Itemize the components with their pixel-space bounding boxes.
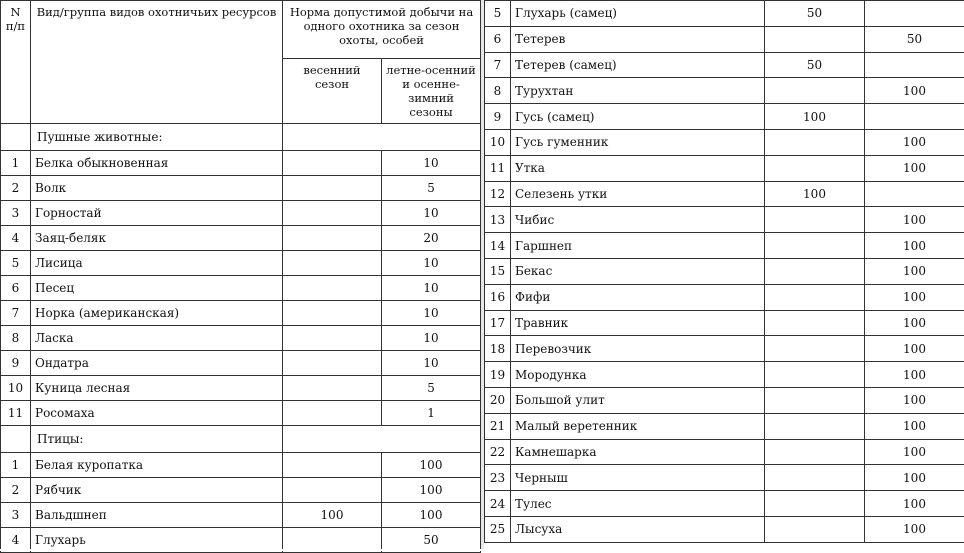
spring-value [765,413,865,439]
row-number [1,124,31,151]
row-number: 11 [485,155,511,181]
species-name: Травник [511,310,765,336]
spring-value [765,207,865,233]
header-spring: весенний сезон [283,59,382,124]
autumn-value: 100 [865,78,964,104]
species-name: Тетерев (самец) [511,52,765,78]
spring-value [765,465,865,491]
row-number: 2 [1,176,31,201]
row-number: 8 [485,78,511,104]
row-number: 4 [1,528,31,553]
autumn-value: 100 [865,439,964,465]
species-name: Мородунка [511,362,765,388]
table-row [1,176,481,201]
autumn-value: 100 [865,155,964,181]
autumn-value: 100 [865,362,964,388]
row-number: 7 [485,52,511,78]
autumn-value: 100 [865,310,964,336]
spring-value [765,439,865,465]
row-number: 6 [1,276,31,301]
row-number: 17 [485,310,511,336]
species-name: Гусь (самец) [511,104,765,130]
autumn-value: 10 [382,151,481,176]
species-name: Камнешарка [511,439,765,465]
table-row [485,181,964,207]
species-name: Малый веретенник [511,413,765,439]
row-number: 4 [1,226,31,251]
section-norm-cell [283,124,481,151]
row-number: 24 [485,491,511,517]
autumn-value [865,1,964,27]
spring-value: 50 [765,52,865,78]
table-row [1,401,481,426]
row-number: 20 [485,387,511,413]
table-row [1,376,481,401]
table-row [1,201,481,226]
section-norm-cell [283,426,481,453]
section-title: Птицы: [31,426,283,453]
row-number: 3 [1,503,31,528]
autumn-value: 50 [865,26,964,52]
autumn-value: 100 [865,491,964,517]
table-row [1,351,481,376]
autumn-value: 10 [382,276,481,301]
row-number: 21 [485,413,511,439]
autumn-value: 50 [382,528,481,553]
row-number: 5 [1,251,31,276]
header-autumn: летне-осенний и осенне-зимний сезоны [382,59,481,124]
species-name: Лисица [31,251,283,276]
species-name: Песец [31,276,283,301]
spring-value [283,226,382,251]
species-name: Гусь гуменник [511,129,765,155]
left-table-body [1,1,481,553]
spring-value [283,251,382,276]
header-norm: Норма допустимой добычи на одного охотника за сезон охоты, особей [283,1,481,59]
table-row [1,276,481,301]
spring-value [283,401,382,426]
autumn-value: 10 [382,251,481,276]
row-number: 23 [485,465,511,491]
table-row [1,478,481,503]
row-number [1,426,31,453]
table-row [485,258,964,284]
autumn-value: 100 [865,258,964,284]
spring-value [283,376,382,401]
row-number: 12 [485,181,511,207]
autumn-value: 100 [865,207,964,233]
table-row [485,516,964,542]
spring-value [765,336,865,362]
autumn-value: 100 [865,516,964,542]
species-name: Селезень утки [511,181,765,207]
table-row [1,151,481,176]
spring-value [283,453,382,478]
table-row [1,251,481,276]
autumn-value [865,181,964,207]
autumn-value: 10 [382,351,481,376]
autumn-value: 20 [382,226,481,251]
spring-value [765,516,865,542]
spring-value [765,491,865,517]
spring-value [283,301,382,326]
row-number: 1 [1,151,31,176]
table-row [1,301,481,326]
spring-value [765,310,865,336]
autumn-value: 100 [865,387,964,413]
table-row [485,52,964,78]
spring-value [283,326,382,351]
autumn-value: 100 [865,284,964,310]
spring-value: 50 [765,1,865,27]
right-table-body [485,1,964,543]
autumn-value: 100 [865,413,964,439]
species-name: Глухарь [31,528,283,553]
right-table [484,0,964,543]
row-number: 16 [485,284,511,310]
table-row [485,362,964,388]
row-number: 6 [485,26,511,52]
header-species: Вид/группа видов охотничьих ресурсов [31,1,283,124]
section-row [1,426,481,453]
row-number: 10 [1,376,31,401]
autumn-value: 100 [865,465,964,491]
row-number: 13 [485,207,511,233]
species-name: Гаршнеп [511,233,765,259]
spring-value [765,129,865,155]
row-number: 8 [1,326,31,351]
table-row [485,413,964,439]
table-row [485,284,964,310]
table-row [485,129,964,155]
species-name: Фифи [511,284,765,310]
row-number: 14 [485,233,511,259]
table-row [485,439,964,465]
table-row [485,233,964,259]
left-table [0,0,481,553]
spring-value [283,478,382,503]
row-number: 1 [1,453,31,478]
autumn-value: 10 [382,326,481,351]
species-name: Чибис [511,207,765,233]
autumn-value: 100 [865,336,964,362]
spring-value [765,284,865,310]
species-name: Глухарь (самец) [511,1,765,27]
autumn-value: 100 [865,233,964,259]
species-name: Бекас [511,258,765,284]
spring-value [765,258,865,284]
table-row [485,1,964,27]
autumn-value [865,104,964,130]
spring-value [283,151,382,176]
row-number: 22 [485,439,511,465]
spring-value [765,26,865,52]
species-name: Горностай [31,201,283,226]
row-number: 2 [1,478,31,503]
spring-value [765,155,865,181]
header-num: N п/п [1,1,31,124]
header-row [1,1,481,59]
row-number: 19 [485,362,511,388]
table-row [1,503,481,528]
row-number: 10 [485,129,511,155]
row-number: 11 [1,401,31,426]
section-row [1,124,481,151]
row-number: 9 [1,351,31,376]
spring-value [765,362,865,388]
spring-value [283,201,382,226]
row-number: 15 [485,258,511,284]
species-name: Тетерев [511,26,765,52]
spring-value [765,233,865,259]
species-name: Белка обыкновенная [31,151,283,176]
autumn-value: 5 [382,376,481,401]
spring-value: 100 [765,104,865,130]
table-row [485,26,964,52]
species-name: Ондатра [31,351,283,376]
table-row [1,326,481,351]
table-row [485,387,964,413]
species-name: Черныш [511,465,765,491]
table-row [485,465,964,491]
species-name: Куница лесная [31,376,283,401]
species-name: Заяц-беляк [31,226,283,251]
autumn-value [865,52,964,78]
species-name: Норка (американская) [31,301,283,326]
row-number: 7 [1,301,31,326]
table-row [485,491,964,517]
table-row [485,336,964,362]
table-row [485,155,964,181]
row-number: 25 [485,516,511,542]
table-row [485,104,964,130]
species-name: Лысуха [511,516,765,542]
autumn-value: 100 [382,503,481,528]
species-name: Волк [31,176,283,201]
spring-value [283,176,382,201]
species-name: Перевозчик [511,336,765,362]
table-row [1,453,481,478]
row-number: 9 [485,104,511,130]
species-name: Росомаха [31,401,283,426]
species-name: Ласка [31,326,283,351]
spring-value: 100 [283,503,382,528]
autumn-value: 1 [382,401,481,426]
table-row [1,226,481,251]
section-title: Пушные животные: [31,124,283,151]
row-number: 18 [485,336,511,362]
autumn-value: 100 [382,453,481,478]
row-number: 5 [485,1,511,27]
autumn-value: 100 [865,129,964,155]
table-row [485,78,964,104]
autumn-value: 10 [382,301,481,326]
spring-value [283,276,382,301]
species-name: Большой улит [511,387,765,413]
table-row [485,207,964,233]
row-number: 3 [1,201,31,226]
spring-value [765,78,865,104]
autumn-value: 100 [382,478,481,503]
species-name: Утка [511,155,765,181]
spring-value [283,351,382,376]
autumn-value: 10 [382,201,481,226]
species-name: Турухтан [511,78,765,104]
species-name: Вальдшнеп [31,503,283,528]
species-name: Белая куропатка [31,453,283,478]
spring-value [765,387,865,413]
species-name: Рябчик [31,478,283,503]
autumn-value: 5 [382,176,481,201]
table-row [485,310,964,336]
spring-value: 100 [765,181,865,207]
species-name: Тулес [511,491,765,517]
